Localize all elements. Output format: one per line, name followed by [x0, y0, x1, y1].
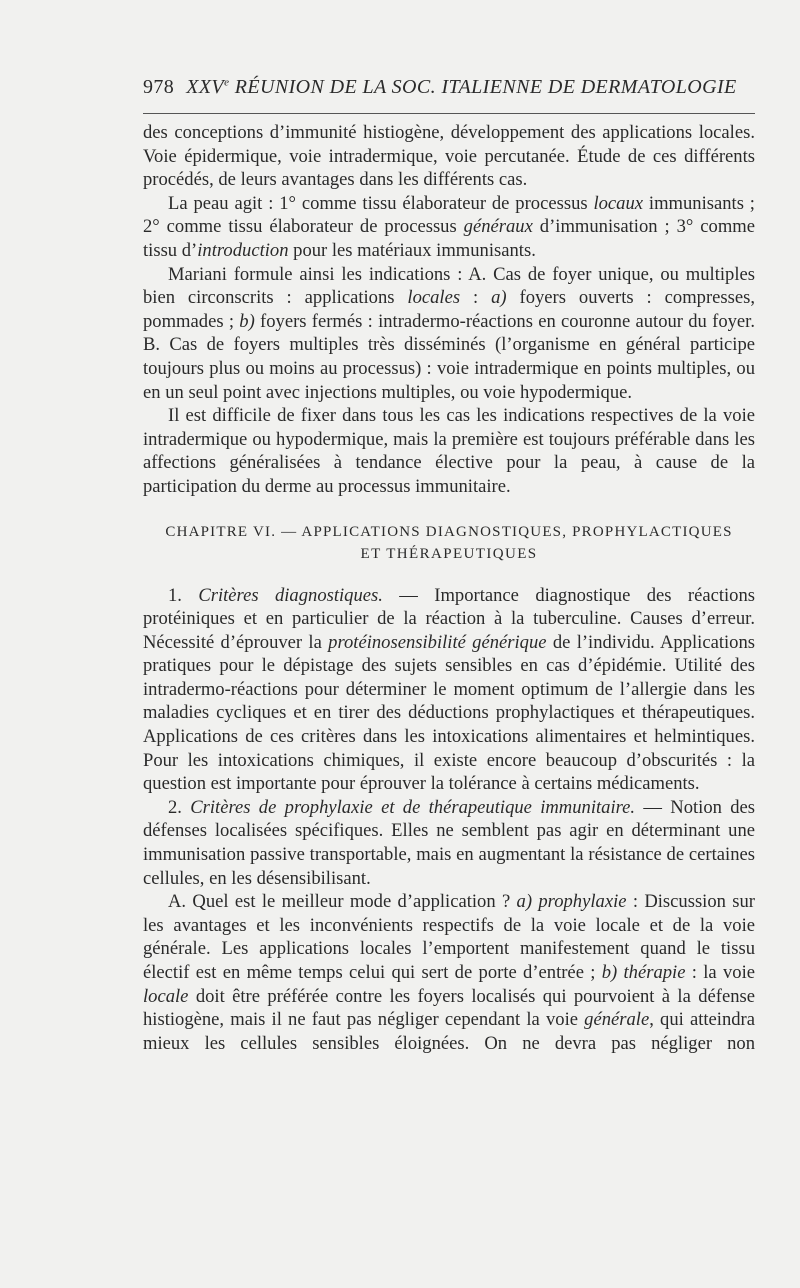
paragraph: Mariani formule ainsi les indications : A. Cas de foyer unique, ou multiples bien circonscrits : applications locales : a) foyers ouverts : compresses, pommades ; b) foyers fermés : intradermo-réactions en couronne autour du foyer. B. Cas de foyers multiples très disséminés (l’organisme en général participe toujours plus ou moins au processus) : voie intradermique en points multiples, ou en un seul point avec injections multiples, ou voie hypodermique.: [143, 263, 756, 403]
paragraph: La peau agit : 1° comme tissu élaborateur de processus locaux immunisants ; 2° comme tissu élaborateur de processus généraux d’immunisation ; 3° comme tissu d’introduction pour les matériaux immunisants.: [143, 192, 755, 261]
paragraph: des conceptions d’immunité histiogène, développement des applications locales. Voie épidermique, voie intradermique, voie percutanée. Étude de ces différents procédés, de leurs avantages dans les différents cas.: [143, 122, 755, 191]
page-number: 978: [143, 76, 175, 98]
paragraph: Il est difficile de fixer dans tous les cas les indications respectives de la voie intradermique ou hypodermique, mais la première est toujours préférable dans les affections généralisées à tendance élective pour la peau, à cause de la participation du derme au processus immunitaire.: [143, 405, 755, 497]
running-title: XXVe RÉUNION DE LA SOC. ITALIENNE DE DERMATOLOGIE: [186, 76, 737, 98]
chapter-heading: CHAPITRE VI. — APPLICATIONS DIAGNOSTIQUES, PROPHYLACTIQUES ET THÉRAPEUTIQUES: [165, 523, 733, 562]
header-rule: [143, 113, 755, 114]
running-header: [143, 76, 755, 99]
paragraph: 1. Critères diagnostiques. — Importance diagnostique des réactions protéiniques et en particulier de la réaction à la tuberculine. Causes d’erreur. Nécessité d’éprouver la protéinosensibilité générique de l’individu. Applications pratiques pour le dépistage des sujets sensibles en cas d’épidémie. Utilité des intradermo-réactions pour déterminer le moment optimum de l’allergie dans les maladies cycliques et en tirer des déductions prophylactiques et thérapeutiques. Applications de ces critères dans les intoxications alimentaires et helmintiques. Pour les intoxications chimiques, il existe encore beaucoup d’obscurités : la question est importante pour éprouver la tolérance à certains médicaments.: [143, 584, 755, 795]
paragraph: A. Quel est le meilleur mode d’application ? a) prophylaxie : Discussion sur les avantages et les inconvénients respectifs de la voie locale et de la voie générale. Les applications locales l’emportent manifestement quand le tissu électif est en même temps celui qui sert de porte d’entrée ; b) thérapie : la voie locale doit être préférée contre les foyers localisés qui pourvoient à la défense histiogène, mais il ne faut pas négliger cependant la voie générale, qui atteindra mieux les cellules sensibles éloignées. On ne devra pas négliger non: [143, 891, 756, 1054]
paragraph: 2. Critères de prophylaxie et de thérapeutique immunitaire. — Notion des défenses localisées spécifiques. Elles ne semblent pas agir en déterminant une immunisation passive transportable, mais en augmentant la résistance de certaines cellules, en les désensibilisant.: [143, 796, 756, 889]
page-body: [143, 121, 755, 1055]
